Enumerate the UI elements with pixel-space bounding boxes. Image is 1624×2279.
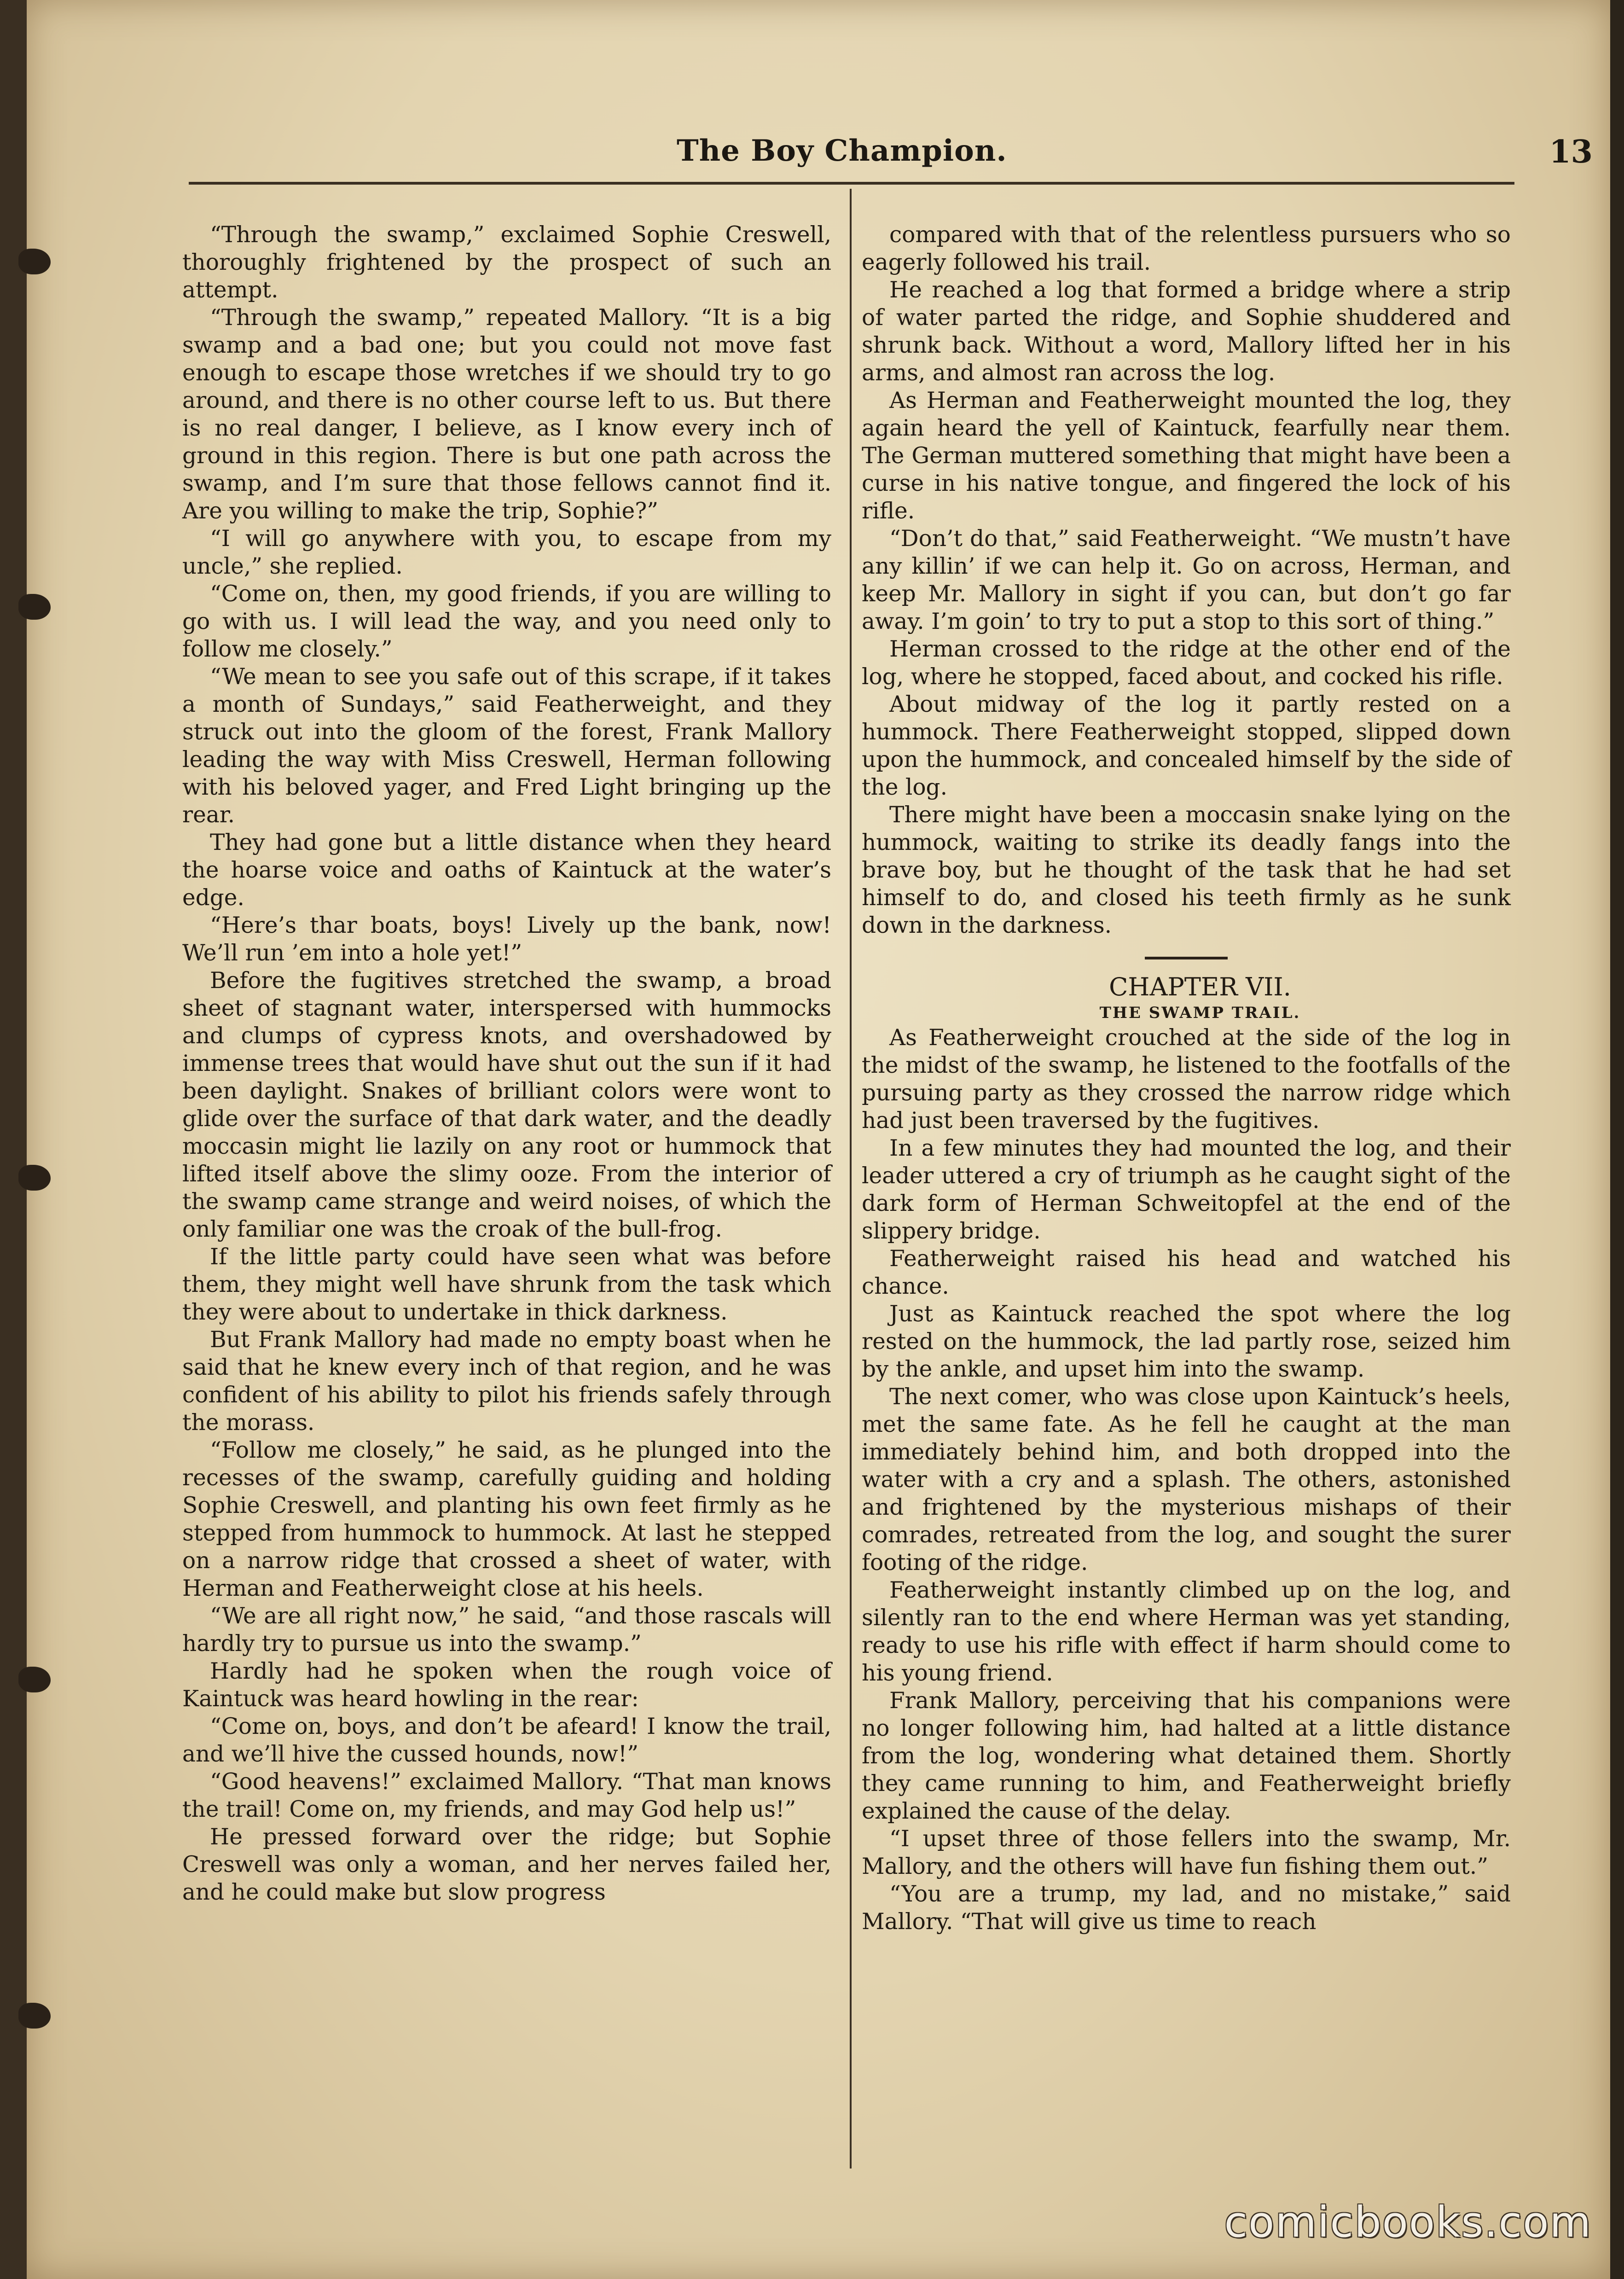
paragraph: “We are all right now,” he said, “and those rascals will hardly try to pursue us into the swamp.” bbox=[182, 1603, 831, 1657]
watermark-logo: comicbooks.com bbox=[1224, 2198, 1592, 2247]
paragraph: “I upset three of those fellers into the swamp, Mr. Mallory, and the others will have fun fishing them out.” bbox=[862, 1826, 1511, 1879]
paragraph: Herman crossed to the ridge at the other end of the log, where he stopped, faced about, and cocked his rifle. bbox=[862, 636, 1511, 690]
paragraph: “You are a trump, my lad, and no mistake,” said Mallory. “That will give us time to reach bbox=[862, 1881, 1511, 1935]
paragraph: If the little party could have seen what was before them, they might well have shrunk from the task which they were about to undertake in thick darkness. bbox=[182, 1244, 831, 1325]
binding-hole bbox=[18, 1165, 51, 1191]
paragraph: He pressed forward over the ridge; but Sophie Creswell was only a woman, and her nerves failed her, and he could make but slow progress bbox=[182, 1824, 831, 1905]
paragraph: “We mean to see you safe out of this scrape, if it takes a month of Sundays,” said Featherweight, and they struck out into the gloom of the forest, Frank Mallory leading the way with Miss Creswell, Herman following with his beloved yager, and Fred Light bringing up the rear. bbox=[182, 664, 831, 828]
paragraph: “Don’t do that,” said Featherweight. “We mustn’t have any killin’ if we can help it. Go on across, Herman, and keep Mr. Mallory in sight if you can, but don’t go far away. I’m goin’ to try to put a stop to this sort of thing.” bbox=[862, 526, 1511, 634]
paragraph: Featherweight raised his head and watched his chance. bbox=[862, 1246, 1511, 1299]
paragraph: Featherweight instantly climbed up on the log, and silently ran to the end where Herman was yet standing, ready to use his rifle with effect if harm should come to his young friend. bbox=[862, 1577, 1511, 1686]
page-number: 13 bbox=[1549, 134, 1593, 170]
running-head bbox=[193, 134, 1602, 184]
paragraph: About midway of the log it partly rested on a hummock. There Featherweight stopped, slipped down upon the hummock, and concealed himself by the side of the log. bbox=[862, 692, 1511, 800]
paragraph: But Frank Mallory had made no empty boast when he said that he knew every inch of that region, and he was confident of his ability to pilot his friends safely through the morass. bbox=[182, 1327, 831, 1436]
paragraph: “Come on, then, my good friends, if you are willing to go with us. I will lead the way, and you need only to follow me closely.” bbox=[182, 581, 831, 662]
binding-hole bbox=[18, 249, 51, 274]
binding-hole bbox=[18, 1667, 51, 1692]
paragraph: They had gone but a little distance when they heard the hoarse voice and oaths of Kaintuck at the water’s edge. bbox=[182, 830, 831, 911]
paragraph: Before the fugitives stretched the swamp, a broad sheet of stagnant water, interspersed with hummocks and clumps of cypress knots, and overshadowed by immense trees that would have shut out the sun if it had been daylight. Snakes of brilliant colors were wont to glide over the surface of that dark water, and the deadly moccasin might lie lazily on any root or hummock that lifted itself above the slimy ooze. From the interior of the swamp came strange and weird noises, of which the only familiar one was the croak of the bull-frog. bbox=[182, 968, 831, 1242]
section-rule bbox=[1145, 957, 1228, 959]
paragraph: “Good heavens!” exclaimed Mallory. “That man knows the trail! Come on, my friends, and may God help us!” bbox=[182, 1769, 831, 1822]
paragraph: In a few minutes they had mounted the log, and their leader uttered a cry of triumph as he caught sight of the dark form of Herman Schweitopfel at the end of the slippery bridge. bbox=[862, 1135, 1511, 1244]
page-title: The Boy Champion. bbox=[677, 134, 1007, 168]
paragraph: “I will go anywhere with you, to escape from my uncle,” she replied. bbox=[182, 526, 831, 579]
paragraph: As Herman and Featherweight mounted the log, they again heard the yell of Kaintuck, fearfully near them. The German muttered something that might have been a curse in his native tongue, and fingered the lock of his rifle. bbox=[862, 388, 1511, 524]
paragraph: “Come on, boys, and don’t be afeard! I know the trail, and we’ll hive the cussed hounds, now!” bbox=[182, 1714, 831, 1767]
chapter-subtitle: THE SWAMP TRAIL. bbox=[1099, 1004, 1301, 1022]
paragraph: He reached a log that formed a bridge where a strip of water parted the ridge, and Sophie shuddered and shrunk back. Without a word, Mallory lifted her in his arms, and almost ran across the log. bbox=[862, 277, 1511, 386]
paragraph: “Here’s thar boats, boys! Lively up the bank, now! We’ll run ’em into a hole yet!” bbox=[182, 913, 831, 966]
binding-hole bbox=[18, 594, 51, 620]
paragraph: There might have been a moccasin snake lying on the hummock, waiting to strike its deadly fangs into the brave boy, but he thought of the task that he had set himself to do, and closed his teeth firmly as he sunk down in the darkness. bbox=[862, 802, 1511, 938]
paragraph: “Through the swamp,” exclaimed Sophie Creswell, thoroughly frightened by the prospect of such an attempt. bbox=[182, 222, 831, 303]
paragraph: As Featherweight crouched at the side of the log in the midst of the swamp, he listened to the footfalls of the pursuing party as they crossed the narrow ridge which had just been traversed by the fugitives. bbox=[862, 1025, 1511, 1134]
paragraph: The next comer, who was close upon Kaintuck’s heels, met the same fate. As he fell he caught at the man immediately behind him, and both dropped into the water with a cry and a splash. The others, astonished and frightened by the mysterious mishaps of their comrades, retreated from the log, and sought the surer footing of the ridge. bbox=[862, 1384, 1511, 1576]
chapter-heading: CHAPTER VII. bbox=[1109, 972, 1291, 1001]
paragraph: Just as Kaintuck reached the spot where the log rested on the hummock, the lad partly rose, seized him by the ankle, and upset him into the swamp. bbox=[862, 1301, 1511, 1382]
right-column bbox=[862, 221, 1511, 2201]
left-column bbox=[182, 221, 831, 2187]
paragraph: “Through the swamp,” repeated Mallory. “It is a big swamp and a bad one; but you could not move fast enough to escape those wretches if we should try to go around, and there is no other course left to us. But there is no real danger, I believe, as I know every inch of ground in this region. There is but one path across the swamp, and I’m sure that those fellows cannot find it. Are you willing to make the trip, Sophie?” bbox=[182, 305, 831, 524]
paragraph: “Follow me closely,” he said, as he plunged into the recesses of the swamp, carefully guiding and holding Sophie Creswell, and planting his own feet firmly as he stepped from hummock to hummock. At last he stepped on a narrow ridge that crossed a sheet of water, with Herman and Featherweight close at his heels. bbox=[182, 1437, 831, 1601]
binding-hole bbox=[18, 2003, 51, 2029]
right-column-top bbox=[862, 221, 1511, 939]
paragraph: Frank Mallory, perceiving that his companions were no longer following him, had halted at a little distance from the log, wondering what detained them. Shortly they came running to him, and Featherweight briefly explained the cause of the delay. bbox=[862, 1688, 1511, 1824]
header-rule bbox=[189, 182, 1514, 185]
paragraph: Hardly had he spoken when the rough voice of Kaintuck was heard howling in the rear: bbox=[182, 1658, 831, 1712]
chapter-body bbox=[862, 1024, 1511, 1936]
paragraph: compared with that of the relentless pursuers who so eagerly followed his trail. bbox=[862, 222, 1511, 275]
binding-spine bbox=[0, 0, 27, 2279]
column-divider bbox=[850, 189, 852, 2169]
